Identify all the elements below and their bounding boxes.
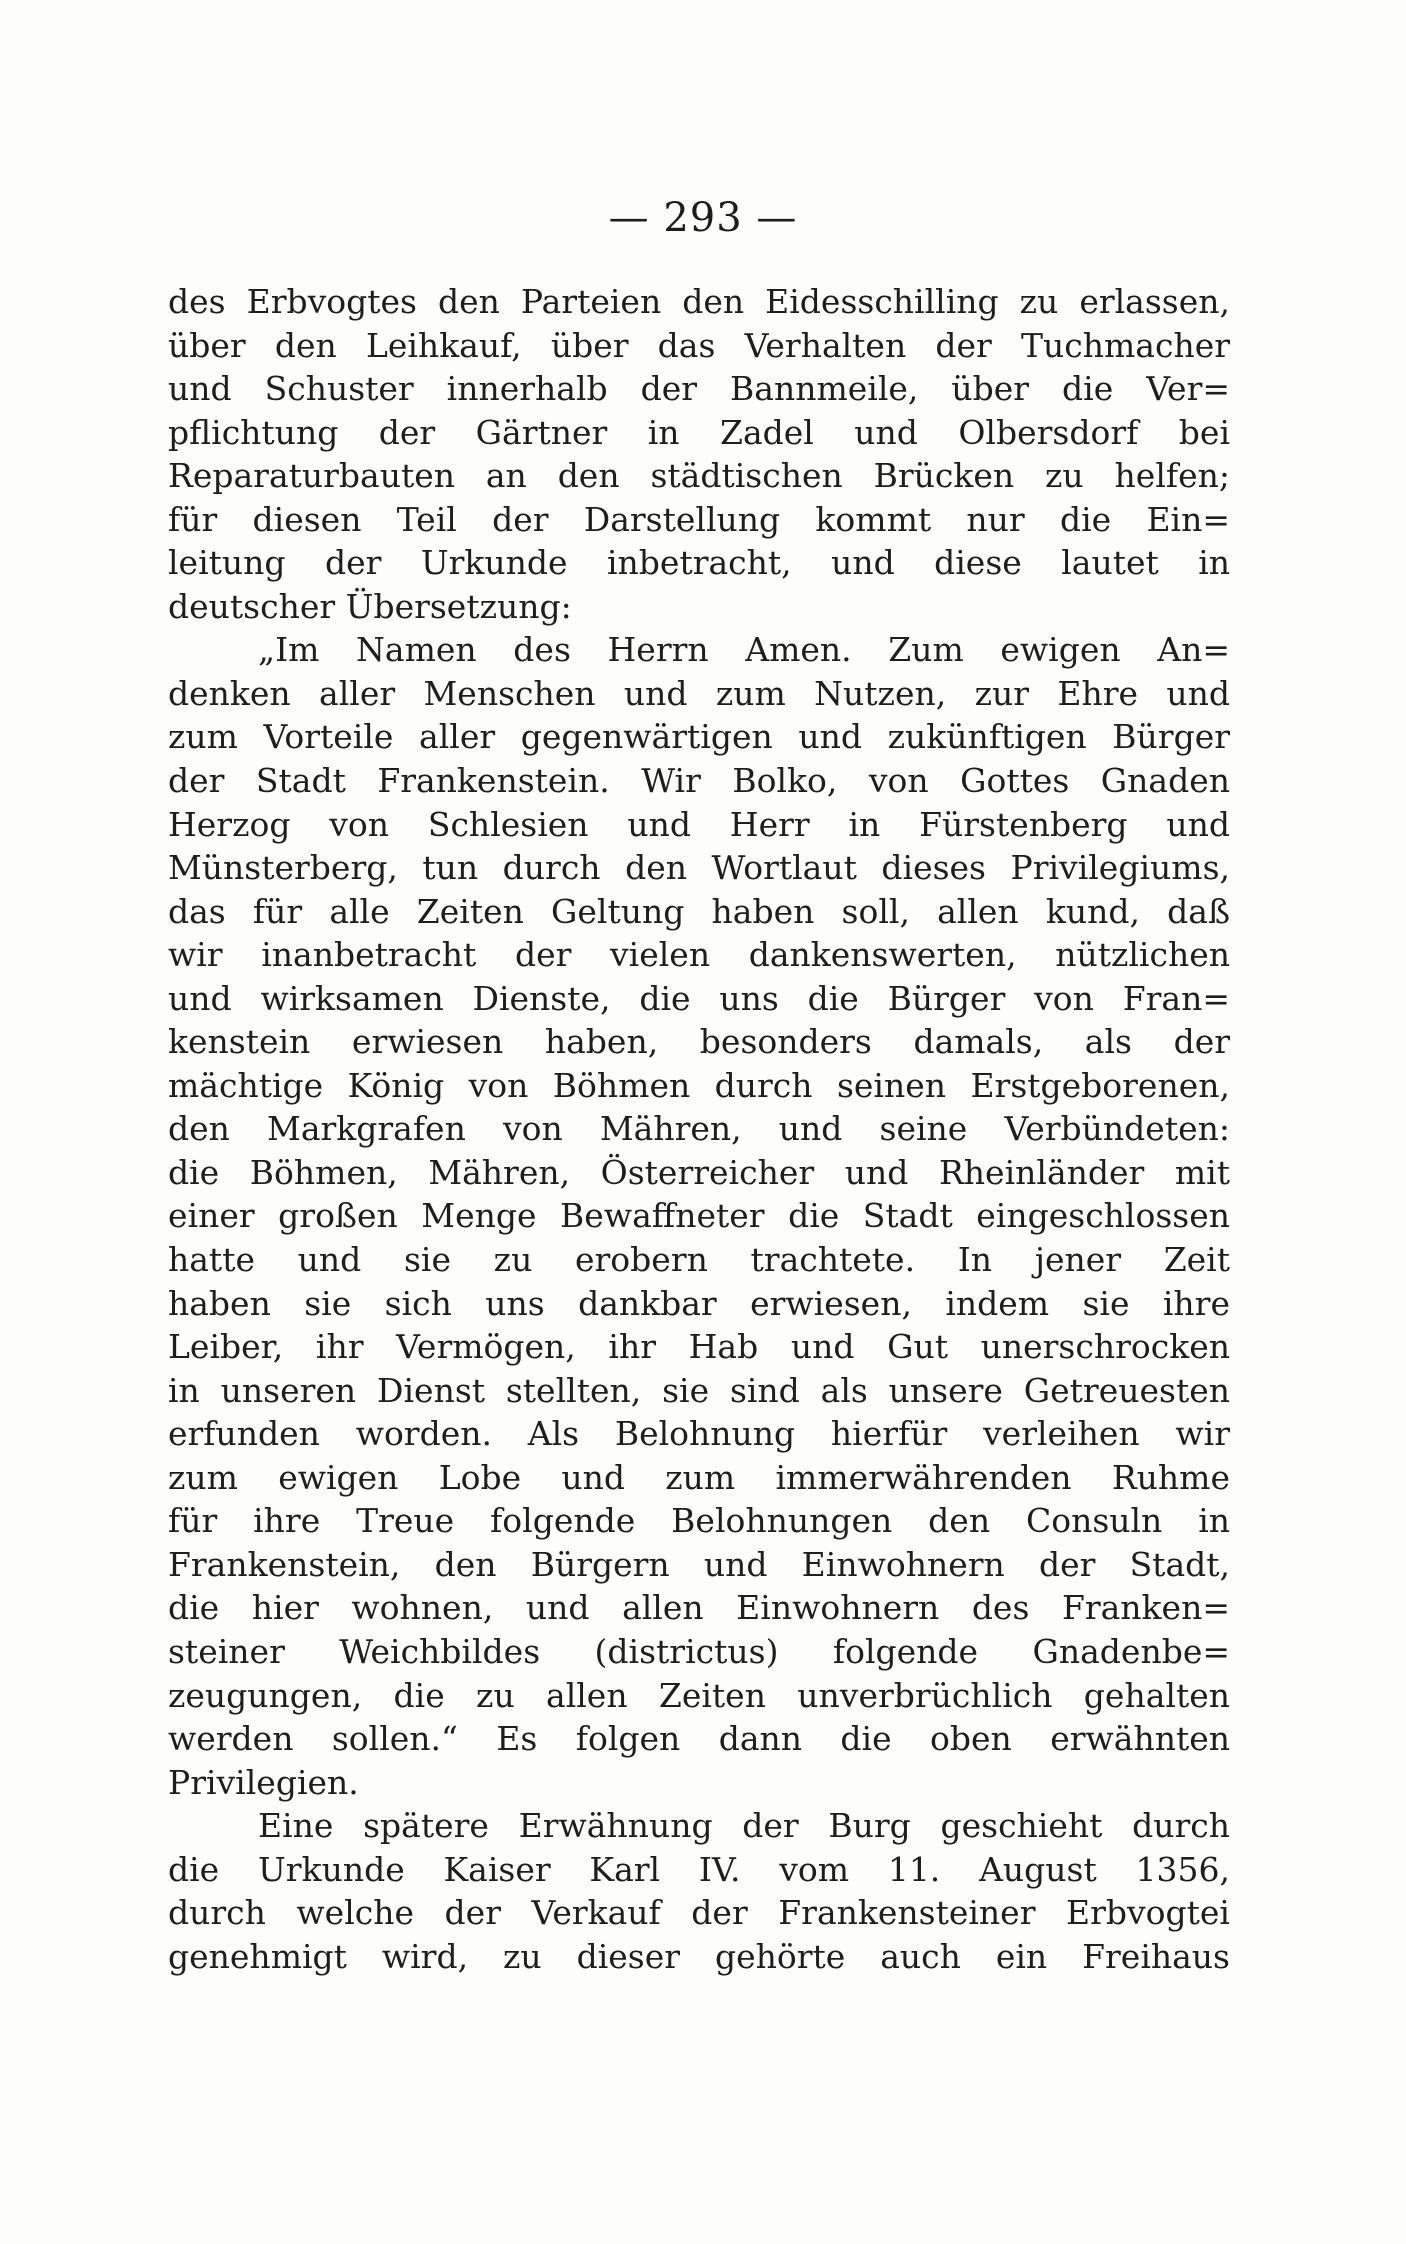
text-line: Privilegien. xyxy=(168,1762,359,1802)
text-line: des Erbvogtes den Parteien den Eidesschilling zu erlassen, xyxy=(168,282,1230,321)
text-line: leitung der Urkunde inbetracht, und diese lautet in xyxy=(168,543,1230,583)
text-line: zum Vorteile aller gegenwärtigen und zukünftigen Bürger xyxy=(168,717,1230,757)
text-line: Frankenstein, den Bürgern und Einwohnern der Stadt, xyxy=(168,1544,1230,1584)
text-line: deutscher Übersetzung: xyxy=(168,586,572,626)
text-line: durch welche der Verkauf der Frankensteiner Erbvogtei xyxy=(168,1893,1230,1933)
text-line: erfunden worden. Als Belohnung hierfür verleihen wir xyxy=(168,1414,1230,1454)
text-line: und Schuster innerhalb der Bannmeile, über die Ver= xyxy=(168,369,1230,409)
text-line: in unseren Dienst stellten, sie sind als unsere Getreuesten xyxy=(168,1370,1230,1410)
text-line: zum ewigen Lobe und zum immerwährenden Ruhme xyxy=(168,1457,1230,1497)
text-line: das für alle Zeiten Geltung haben soll, allen kund, daß xyxy=(168,891,1230,931)
text-line: hatte und sie zu erobern trachtete. In jener Zeit xyxy=(168,1240,1230,1280)
text-line: die hier wohnen, und allen Einwohnern des Franken= xyxy=(168,1588,1230,1628)
text-line: für ihre Treue folgende Belohnungen den Consuln in xyxy=(168,1501,1230,1541)
text-line: steiner Weichbildes (districtus) folgende Gnadenbe= xyxy=(168,1631,1230,1671)
text-line: pflichtung der Gärtner in Zadel und Olbersdorf bei xyxy=(168,412,1230,452)
text-line: werden sollen.“ Es folgen dann die oben erwähnten xyxy=(168,1719,1230,1759)
text-line: Münsterberg, tun durch den Wortlaut dieses Privilegiums, xyxy=(168,848,1230,888)
text-line: die Böhmen, Mähren, Österreicher und Rheinländer mit xyxy=(168,1152,1230,1192)
text-line: wir inanbetracht der vielen dankenswerten, nützlichen xyxy=(168,935,1230,975)
text-line: zeugungen, die zu allen Zeiten unverbrüchlich gehalten xyxy=(168,1675,1230,1715)
text-line: genehmigt wird, zu dieser gehörte auch ein Freihaus xyxy=(168,1936,1230,1976)
text-line: Reparaturbauten an den städtischen Brücken zu helfen; xyxy=(168,456,1230,496)
text-line: die Urkunde Kaiser Karl IV. vom 11. August 1356, xyxy=(168,1849,1230,1889)
text-line: für diesen Teil der Darstellung kommt nur die Ein= xyxy=(168,499,1230,539)
page-number: — 293 — xyxy=(608,195,798,241)
text-line: kenstein erwiesen haben, besonders damals, als der xyxy=(168,1022,1230,1062)
text-line: und wirksamen Dienste, die uns die Bürger von Fran= xyxy=(168,978,1230,1018)
body-text xyxy=(168,280,1230,1978)
text-line: einer großen Menge Bewaffneter die Stadt eingeschlossen xyxy=(168,1196,1230,1236)
text-line: Eine spätere Erwähnung der Burg geschieht durch xyxy=(258,1806,1230,1846)
text-line: über den Leihkauf, über das Verhalten der Tuchmacher xyxy=(168,325,1230,365)
text-line: haben sie sich uns dankbar erwiesen, indem sie ihre xyxy=(168,1283,1230,1323)
text-line: der Stadt Frankenstein. Wir Bolko, von Gottes Gnaden xyxy=(168,761,1230,801)
text-line: den Markgrafen von Mähren, und seine Verbündeten: xyxy=(168,1109,1230,1149)
text-line: Herzog von Schlesien und Herr in Fürstenberg und xyxy=(168,804,1230,844)
text-line: Leiber, ihr Vermögen, ihr Hab und Gut unerschrocken xyxy=(168,1327,1230,1367)
text-line: denken aller Menschen und zum Nutzen, zur Ehre und xyxy=(168,673,1230,713)
text-line: „Im Namen des Herrn Amen. Zum ewigen An= xyxy=(258,630,1230,670)
text-line: mächtige König von Böhmen durch seinen Erstgeborenen, xyxy=(168,1065,1230,1105)
